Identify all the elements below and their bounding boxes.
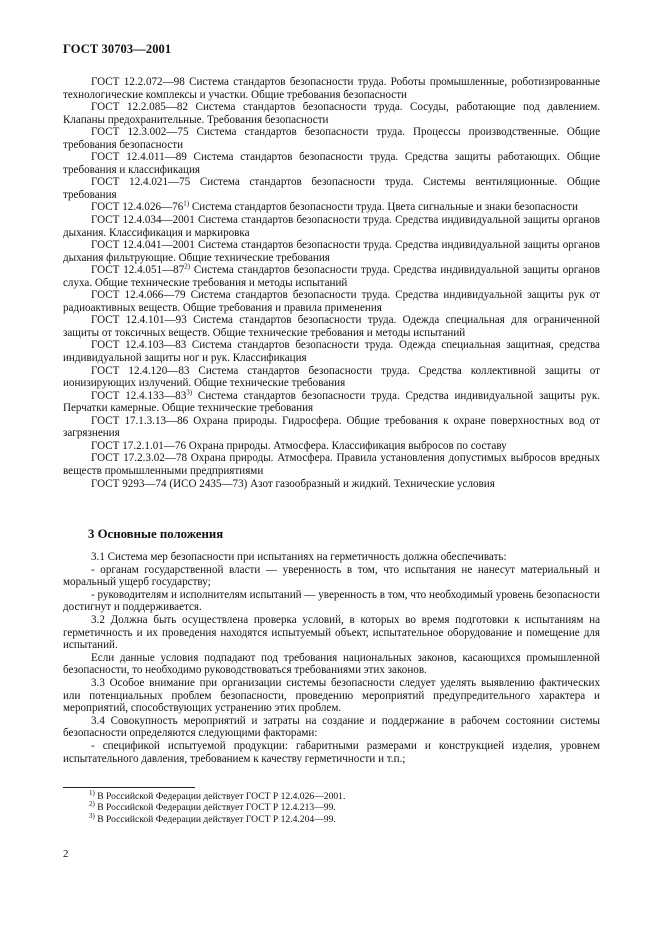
page-number: 2 — [63, 848, 69, 860]
paragraph: - руководителям и исполнителям испытаний — уверенность в том, что необходимый уровень безопасности достигнут и поддерживается. — [63, 588, 600, 614]
page-header: ГОСТ 30703—2001 — [63, 42, 172, 56]
reference-text: ГОСТ 12.2.072—98 Система стандартов безопасности труда. Роботы промышленные, роботизированные технологические комплексы и участки. Общие требования безопасности — [63, 76, 600, 101]
reference-text: ГОСТ 12.4.011—89 Система стандартов безопасности труда. Средства защиты работающих. Общие требования и классификация — [63, 151, 600, 176]
reference-item — [63, 239, 600, 264]
reference-item — [63, 101, 600, 126]
reference-text: ГОСТ 12.2.085—82 Система стандартов безопасности труда. Сосуды, работающие под давлением. Клапаны предохранительные. Требования безопасности — [63, 101, 600, 126]
paragraph: 3.2 Должна быть осуществлена проверка условий, в которых во время подготовки к испытаниям на герметичность и их проведения находятся испытуемый объект, испытательное оборудование и помещение для испытаний. — [63, 613, 600, 652]
paragraph: - спецификой испытуемой продукции: габаритными размерами и конструкцией изделия, уровнем испытательного давления, требованием к качеству герметичности и т.п.; — [63, 739, 600, 765]
reference-item — [63, 339, 600, 364]
reference-item — [63, 289, 600, 314]
paragraph: 3.3 Особое внимание при организации системы безопасности следует уделять выявлению фактических или потенциальных проблем безопасности, проведению мероприятий предупредительного характера и мероприятий, способствующих устранению этих проблем. — [63, 676, 600, 715]
paragraph: 3.1 Система мер безопасности при испытаниях на герметичность должна обеспечивать: — [91, 551, 507, 563]
reference-item — [63, 76, 600, 101]
reference-item — [63, 314, 600, 339]
section-body — [63, 551, 600, 765]
reference-text: ГОСТ 12.4.034—2001 Система стандартов безопасности труда. Средства индивидуальной защиты органов дыхания. Классификация и маркировка — [63, 214, 600, 239]
reference-item — [63, 151, 600, 176]
footnote-mark: 1) — [89, 788, 95, 797]
reference-code: ГОСТ 12.4.133—83 — [91, 389, 187, 402]
reference-text: ГОСТ 17.1.3.13—86 Охрана природы. Гидросфера. Общие требования к охране поверхностных вод от загрязнения — [63, 414, 600, 440]
reference-text: Система стандартов безопасности труда. Цвета сигнальные и знаки безопасности — [189, 201, 578, 214]
footnote-mark: 1) — [183, 199, 190, 208]
reference-text: ГОСТ 17.2.3.02—78 Охрана природы. Атмосфера. Правила установления допустимых выбросов вредных веществ промышленными предприятиями — [63, 452, 600, 477]
reference-text: ГОСТ 12.4.041—2001 Система стандартов безопасности труда. Средства индивидуальной защиты органов дыхания фильтрующие. Общие технические требования — [63, 239, 600, 264]
reference-text: ГОСТ 17.2.1.01—76 Охрана природы. Атмосфера. Классификация выбросов по составу — [91, 439, 507, 452]
reference-text: ГОСТ 12.4.021—75 Система стандартов безопасности труда. Системы вентиляционные. Общие требования — [63, 176, 600, 201]
reference-item — [63, 201, 600, 214]
reference-item — [63, 264, 600, 289]
normative-references-list — [63, 76, 600, 490]
footnote-mark: 2) — [184, 262, 191, 271]
reference-text: Система стандартов безопасности труда. Средства индивидуальной защиты рук. Перчатки камерные. Общие технические требования — [63, 389, 600, 415]
reference-item — [63, 365, 600, 390]
footnote-mark: 3) — [186, 387, 193, 396]
reference-item — [63, 440, 600, 453]
reference-code: ГОСТ 12.4.051—87 — [91, 264, 185, 277]
footnote-divider — [63, 787, 195, 788]
reference-text: ГОСТ 9293—74 (ИСО 2435—73) Азот газообразный и жидкий. Технические условия — [91, 477, 495, 490]
paragraph: - органам государственной власти — уверенность в том, что испытания не нанесут материальный и моральный ущерб государству; — [63, 563, 600, 589]
reference-text: ГОСТ 12.3.002—75 Система стандартов безопасности труда. Процессы производственные. Общие требования безопасности — [63, 126, 600, 151]
footnote-mark: 3) — [89, 811, 95, 820]
reference-text: Система стандартов безопасности труда. Средства индивидуальной защиты органов слуха. Общие технические требования и методы испытаний — [63, 264, 600, 289]
footnotes — [89, 788, 346, 825]
footnote — [89, 802, 345, 813]
reference-item — [63, 452, 600, 477]
reference-text: ГОСТ 12.4.066—79 Система стандартов безопасности труда. Средства индивидуальной защиты рук от радиоактивных веществ. Общие требования и правила применения — [63, 289, 600, 314]
reference-item — [63, 478, 600, 491]
reference-item — [63, 387, 600, 415]
footnote — [89, 788, 346, 802]
reference-code: ГОСТ 12.4.026—76 — [91, 201, 184, 214]
reference-item — [63, 214, 600, 239]
reference-item — [63, 415, 600, 440]
paragraph: 3.4 Совокупность мероприятий и затраты на создание и поддержание в рабочем состоянии системы безопасности определяются следующими факторами: — [63, 714, 600, 740]
reference-text: ГОСТ 12.4.101—93 Система стандартов безопасности труда. Одежда специальная для ограниченной защиты от токсичных веществ. Общие технические требования и методы испытаний — [63, 314, 600, 339]
reference-item — [63, 126, 600, 151]
reference-text: ГОСТ 12.4.103—83 Система стандартов безопасности труда. Одежда специальная защитная, средства индивидуальной защиты ног и рук. Классификация — [63, 339, 600, 365]
reference-text: ГОСТ 12.4.120—83 Система стандартов безопасности труда. Средства коллективной защиты от ионизирующих излучений. Общие технические требования — [63, 364, 600, 390]
footnote-mark: 2) — [89, 800, 95, 809]
footnote-text: В Российской Федерации действует ГОСТ Р 12.4.026—2001. — [94, 791, 346, 802]
paragraph: Если данные условия подпадают под требования национальных законов, касающихся промышленной безопасности, то необходимо руководствоваться требованиями этих законов. — [63, 651, 600, 677]
reference-item — [63, 176, 600, 201]
footnote-text: В Российской Федерации действует ГОСТ Р 12.4.204—99. — [94, 813, 336, 825]
footnote-text: В Российской Федерации действует ГОСТ Р 12.4.213—99. — [94, 802, 336, 814]
footnote — [89, 811, 345, 825]
section-title: 3 Основные положения — [88, 527, 224, 541]
